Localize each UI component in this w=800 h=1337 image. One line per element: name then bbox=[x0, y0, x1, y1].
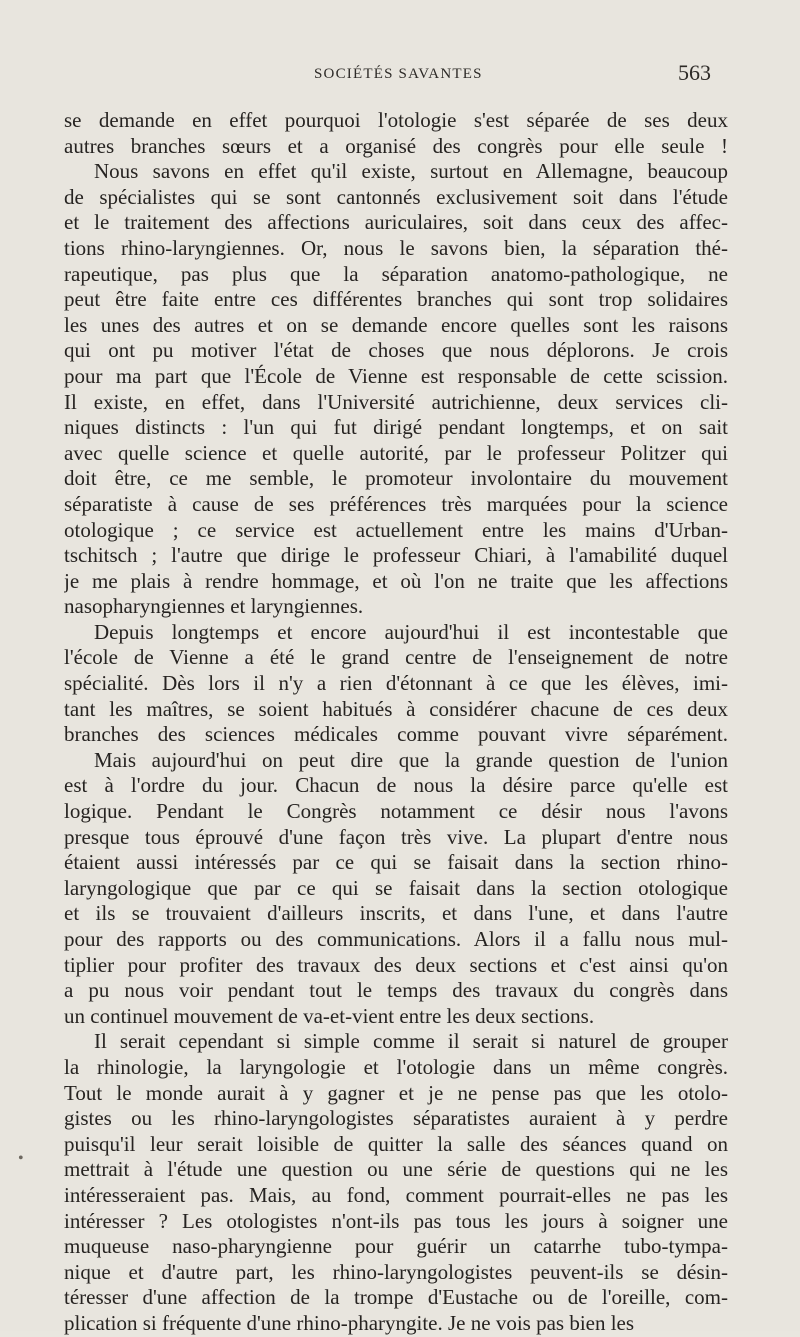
text-line: puisqu'il leur serait loisible de quitter la salle des séances quand on bbox=[64, 1131, 728, 1156]
text-line: nique et d'autre part, les rhino-laryngologistes peuvent-ils se désin- bbox=[64, 1259, 728, 1284]
text-line: muqueuse naso-pharyngienne pour guérir un catarrhe tubo-tympa- bbox=[64, 1234, 728, 1259]
text-line: intéresseraient pas. Mais, au fond, comment pourrait-elles ne pas les bbox=[64, 1182, 728, 1207]
text-line: la rhinologie, la laryngologie et l'otologie dans un même congrès. bbox=[64, 1054, 728, 1079]
text-line: Il existe, en effet, dans l'Université autrichienne, deux services cli- bbox=[64, 389, 728, 414]
text-line: les unes des autres et on se demande encore quelles sont les raisons bbox=[64, 312, 728, 337]
text-line: et ils se trouvaient d'ailleurs inscrits, et dans l'une, et dans l'autre bbox=[64, 901, 728, 926]
text-line: presque tous éprouvé d'une façon très vive. La plupart d'entre nous bbox=[64, 824, 728, 849]
margin-mark: • bbox=[18, 1150, 24, 1167]
text-line: laryngologique que par ce qui se faisait dans la section otologique bbox=[64, 875, 728, 900]
text-line: autres branches sœurs et a organisé des congrès pour elle seule ! bbox=[64, 133, 728, 158]
text-line: niques distincts : l'un qui fut dirigé pendant longtemps, et on sait bbox=[64, 415, 728, 440]
text-line: branches des sciences médicales comme pouvant vivre séparément. bbox=[64, 722, 728, 747]
text-line: Tout le monde aurait à y gagner et je ne pense pas que les otolo- bbox=[64, 1080, 728, 1105]
text-line: pour des rapports ou des communications. Alors il a fallu nous mul- bbox=[64, 927, 728, 951]
text-line: tiplier pour profiter des travaux des deux sections et c'est ainsi qu'on bbox=[64, 952, 728, 977]
text-line: doit être, ce me semble, le promoteur involontaire du mouvement bbox=[64, 466, 728, 491]
text-line: est à l'ordre du jour. Chacun de nous la désire parce qu'elle est bbox=[64, 773, 728, 798]
text-line: et le traitement des affections auriculaires, soit dans ceux des affec- bbox=[64, 210, 728, 235]
text-line: étaient aussi intéressés par ce qui se faisait dans la section rhino- bbox=[64, 850, 728, 875]
text-line: logique. Pendant le Congrès notamment ce désir nous l'avons bbox=[64, 799, 728, 824]
body-text bbox=[64, 108, 728, 1337]
text-line: qui ont pu motiver l'état de choses que nous déplorons. Je crois bbox=[64, 338, 728, 363]
text-line: gistes ou les rhino-laryngologistes séparatistes auraient à y perdre bbox=[64, 1106, 728, 1131]
page-number: 563 bbox=[678, 60, 711, 85]
text-line: séparatiste à cause de ses préférences très marquées pour la science bbox=[64, 491, 728, 516]
text-line: plication si fréquente d'une rhino-pharyngite. Je ne vois pas bien les bbox=[64, 1310, 635, 1335]
text-line: mettrait à l'étude une question ou une série de questions qui ne les bbox=[64, 1157, 728, 1182]
text-line: rapeutique, pas plus que la séparation anatomo-pathologique, ne bbox=[64, 261, 728, 286]
text-line: tschitsch ; l'autre que dirige le professeur Chiari, à l'amabilité duquel bbox=[64, 543, 728, 568]
text-line: pour ma part que l'École de Vienne est responsable de cette scission. bbox=[64, 363, 728, 388]
text-line: l'école de Vienne a été le grand centre de l'enseignement de notre bbox=[64, 645, 728, 670]
text-line: spécialité. Dès lors il n'y a rien d'étonnant à ce que les élèves, imi- bbox=[64, 671, 728, 696]
text-line: intéresser ? Les otologistes n'ont-ils pas tous les jours à soigner une bbox=[64, 1208, 728, 1233]
text-line: se demande en effet pourquoi l'otologie s'est séparée de ses deux bbox=[64, 108, 728, 132]
page-header bbox=[0, 60, 800, 92]
text-line: je me plais à rendre hommage, et où l'on ne traite que les affections bbox=[64, 568, 728, 593]
text-line: nasopharyngiennes et laryngiennes. bbox=[64, 594, 364, 619]
text-line: a pu nous voir pendant tout le temps des travaux du congrès dans bbox=[64, 978, 728, 1003]
text-line: téresser d'une affection de la trompe d'Eustache ou de l'oreille, com- bbox=[64, 1285, 728, 1310]
running-title: SOCIÉTÉS SAVANTES bbox=[314, 66, 483, 82]
text-line: peut être faite entre ces différentes branches qui sont trop solidaires bbox=[64, 287, 728, 312]
text-line: avec quelle science et quelle autorité, par le professeur Politzer qui bbox=[64, 440, 728, 465]
text-line: tions rhino-laryngiennes. Or, nous le savons bien, la séparation thé- bbox=[64, 235, 728, 260]
text-line: tant les maîtres, se soient habitués à considérer chacune de ces deux bbox=[64, 696, 728, 721]
text-line: Mais aujourd'hui on peut dire que la grande question de l'union bbox=[94, 747, 728, 772]
text-line: un continuel mouvement de va-et-vient entre les deux sections. bbox=[64, 1003, 595, 1028]
text-line: de spécialistes qui se sont cantonnés exclusivement soit dans l'étude bbox=[64, 184, 728, 209]
text-line: otologique ; ce service est actuellement entre les mains d'Urban- bbox=[64, 517, 728, 542]
text-line: Nous savons en effet qu'il existe, surtout en Allemagne, beaucoup bbox=[94, 159, 728, 184]
text-line: Depuis longtemps et encore aujourd'hui il est incontestable que bbox=[94, 619, 728, 644]
text-line: Il serait cependant si simple comme il serait si naturel de grouper bbox=[94, 1029, 728, 1054]
